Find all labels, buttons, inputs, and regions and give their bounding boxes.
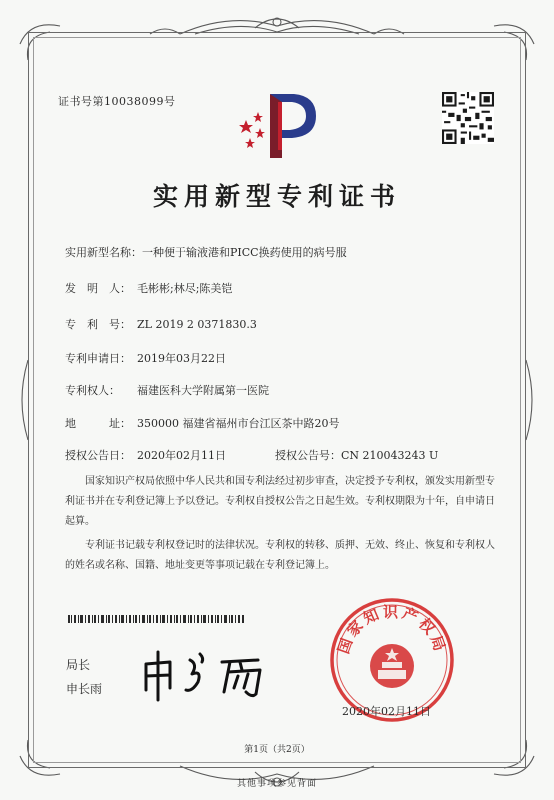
field-label: 实用新型名称： [65, 246, 142, 259]
qr-code-icon [442, 92, 494, 144]
field-grant-no [275, 447, 438, 463]
field-utility-model-name [65, 244, 347, 260]
field-filing-date [65, 350, 226, 366]
seal-text: 国家知识产权局 [334, 602, 450, 657]
field-value: 350000 福建省福州市台江区茶中路20号 [137, 417, 340, 430]
field-label: 地 址： [65, 417, 131, 430]
field-label: 专利申请日： [65, 352, 131, 365]
field-patent-no [65, 316, 257, 332]
signature-icon [140, 648, 290, 704]
field-value: 毛彬彬;林尽;陈美铠 [137, 282, 233, 295]
field-label: 授权公告号： [275, 449, 341, 462]
field-value: 2020年02月11日 [137, 449, 226, 462]
field-value: 福建医科大学附属第一医院 [137, 384, 269, 397]
page-number: 第1页（共2页） [244, 745, 310, 755]
field-label: 专利权人： [65, 384, 120, 397]
certificate-number: 证书号第10038099号 [58, 95, 176, 108]
field-patentee [65, 382, 269, 398]
field-inventors [65, 280, 232, 296]
field-label: 发 明 人： [65, 282, 131, 295]
field-value: ZL 2019 2 0371830.3 [137, 318, 257, 331]
seal-date: 2020年02月11日 [342, 705, 431, 718]
field-label: 专 利 号： [65, 318, 131, 331]
signature-name: 申长雨 [66, 682, 103, 696]
field-grant-date [65, 447, 226, 463]
field-value: 一种便于输液港和PICC换药使用的病号服 [142, 246, 347, 259]
field-value: CN 210043243 U [341, 449, 439, 462]
cnipa-logo-icon [232, 90, 322, 162]
field-address [65, 415, 339, 431]
field-value: 2019年03月22日 [137, 352, 226, 365]
barcode-icon [68, 615, 244, 623]
field-label: 授权公告日： [65, 449, 131, 462]
legal-status-paragraph: 专利证书记载专利权登记时的法律状况。专利权的转移、质押、无效、终止、恢复和专利权人的姓名或名称、国籍、地址变更等事项记载在专利登记簿上。 [65, 540, 495, 571]
signature-role: 局长 [66, 658, 91, 672]
page-title: 实用新型专利证书 [152, 182, 401, 211]
footer-note: 其他事项参见背面 [236, 779, 317, 789]
statement-paragraph: 国家知识产权局依照中华人民共和国专利法经过初步审查，决定授予专利权，颁发实用新型专利证书并在专利登记簿上予以登记。专利权自授权公告之日起生效。专利权期限为十年，自申请日起算。 [65, 476, 495, 527]
